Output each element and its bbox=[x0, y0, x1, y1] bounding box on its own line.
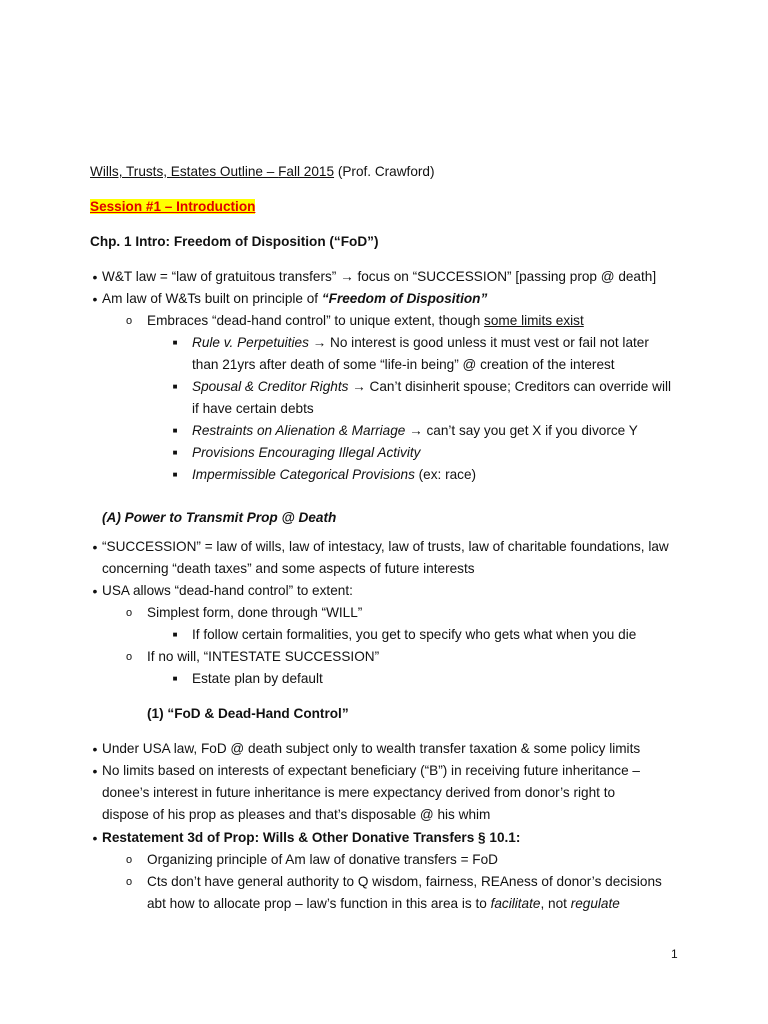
section-heading: (A) Power to Transmit Prop @ Death bbox=[102, 510, 337, 525]
list-item: Under USA law, FoD @ death subject only to wealth transfer taxation & some policy limits bbox=[102, 741, 641, 756]
page-number: 1 bbox=[671, 947, 678, 961]
list-item-term: Impermissible Categorical Provisions bbox=[192, 467, 415, 482]
list-item-text: (ex: race) bbox=[414, 467, 477, 482]
bullet-square-icon: ■ bbox=[172, 338, 178, 347]
list-item: USA allows “dead-hand control” to extent: bbox=[102, 583, 353, 598]
list-item bbox=[102, 288, 487, 310]
title-term: Fall 2015 bbox=[278, 164, 335, 179]
list-item bbox=[192, 464, 476, 486]
bullet-square-icon: ■ bbox=[172, 630, 178, 639]
bullet-circle-icon: o bbox=[125, 607, 133, 619]
bullet-circle-icon: o bbox=[125, 315, 133, 327]
list-item-text: → can’t say you get X if you divorce Y bbox=[405, 423, 638, 438]
list-item-term: Rule v. Perpetuities bbox=[192, 335, 309, 350]
list-item: W&T law = “law of gratuitous transfers” → focus on “SUCCESSION” [passing prop @ death] bbox=[102, 269, 657, 284]
bullet-dot-icon: • bbox=[92, 583, 98, 599]
list-item-emphasis: “Freedom of Disposition” bbox=[321, 291, 488, 306]
bullet-circle-icon: o bbox=[125, 854, 133, 866]
bullet-circle-icon: o bbox=[125, 876, 133, 888]
list-item-emphasis: facilitate bbox=[490, 896, 541, 911]
list-item-term: Spousal & Creditor Rights bbox=[192, 379, 349, 394]
title-professor: (Prof. Crawford) bbox=[334, 164, 435, 179]
list-item-continuation: donee’s interest in future inheritance is mere expectancy derived from donor’s right to bbox=[102, 785, 616, 800]
list-item-text: Am law of W&Ts built on principle of bbox=[102, 291, 322, 306]
session-heading-text: Session #1 – Introduction bbox=[90, 199, 256, 214]
document-title bbox=[90, 161, 435, 183]
list-item: Restatement 3d of Prop: Wills & Other Donative Transfers § 10.1: bbox=[102, 830, 521, 845]
title-main: Wills, Trusts, Estates Outline bbox=[90, 164, 263, 179]
list-item: “SUCCESSION” = law of wills, law of intestacy, law of trusts, law of charitable foundations, law bbox=[102, 539, 669, 554]
list-item: Estate plan by default bbox=[192, 671, 323, 686]
bullet-dot-icon: • bbox=[92, 291, 98, 307]
list-item: Organizing principle of Am law of donative transfers = FoD bbox=[147, 852, 498, 867]
list-item bbox=[192, 332, 649, 354]
list-item-text: abt how to allocate prop – law’s function in this area is to bbox=[147, 896, 491, 911]
list-item-text: Embraces “dead-hand control” to unique extent, though bbox=[147, 313, 485, 328]
chapter-heading: Chp. 1 Intro: Freedom of Disposition (“FoD”) bbox=[90, 234, 379, 249]
bullet-square-icon: ■ bbox=[172, 382, 178, 391]
list-item: Cts don’t have general authority to Q wisdom, fairness, REAness of donor’s decisions bbox=[147, 874, 662, 889]
list-item: Provisions Encouraging Illegal Activity bbox=[192, 445, 421, 460]
session-heading bbox=[90, 196, 255, 218]
bullet-dot-icon: • bbox=[92, 741, 98, 757]
list-item-continuation bbox=[147, 893, 620, 915]
list-item: If follow certain formalities, you get to specify who gets what when you die bbox=[192, 627, 637, 642]
bullet-dot-icon: • bbox=[92, 269, 98, 285]
bullet-dot-icon: • bbox=[92, 763, 98, 779]
list-item: Simplest form, done through “WILL” bbox=[147, 605, 363, 620]
bullet-square-icon: ■ bbox=[172, 674, 178, 683]
list-item: If no will, “INTESTATE SUCCESSION” bbox=[147, 649, 380, 664]
list-item-continuation: dispose of his prop as pleases and that’s disposable @ his whim bbox=[102, 807, 491, 822]
list-item-text: → Can’t disinherit spouse; Creditors can override will bbox=[348, 379, 672, 394]
bullet-square-icon: ■ bbox=[172, 470, 178, 479]
list-item-continuation: than 21yrs after death of some “life-in being” @ creation of the interest bbox=[192, 357, 615, 372]
list-item bbox=[147, 310, 584, 332]
list-item bbox=[192, 376, 671, 398]
list-item-continuation: if have certain debts bbox=[192, 401, 314, 416]
bullet-dot-icon: • bbox=[92, 830, 98, 846]
title-dash: – bbox=[263, 164, 279, 179]
list-item-underlined: some limits exist bbox=[484, 313, 584, 328]
bullet-square-icon: ■ bbox=[172, 448, 178, 457]
list-item-text: → No interest is good unless it must vest or fail not later bbox=[308, 335, 649, 350]
bullet-dot-icon: • bbox=[92, 539, 98, 555]
list-item-emphasis: regulate bbox=[570, 896, 620, 911]
list-item-continuation: concerning “death taxes” and some aspects of future interests bbox=[102, 561, 475, 576]
list-item-term: Restraints on Alienation & Marriage bbox=[192, 423, 406, 438]
list-item bbox=[192, 420, 638, 442]
list-item-text: , not bbox=[540, 896, 571, 911]
bullet-circle-icon: o bbox=[125, 651, 133, 663]
list-item: No limits based on interests of expectant beneficiary (“B”) in receiving future inheritance – bbox=[102, 763, 640, 778]
subsection-heading: (1) “FoD & Dead-Hand Control” bbox=[147, 706, 349, 721]
bullet-square-icon: ■ bbox=[172, 426, 178, 435]
